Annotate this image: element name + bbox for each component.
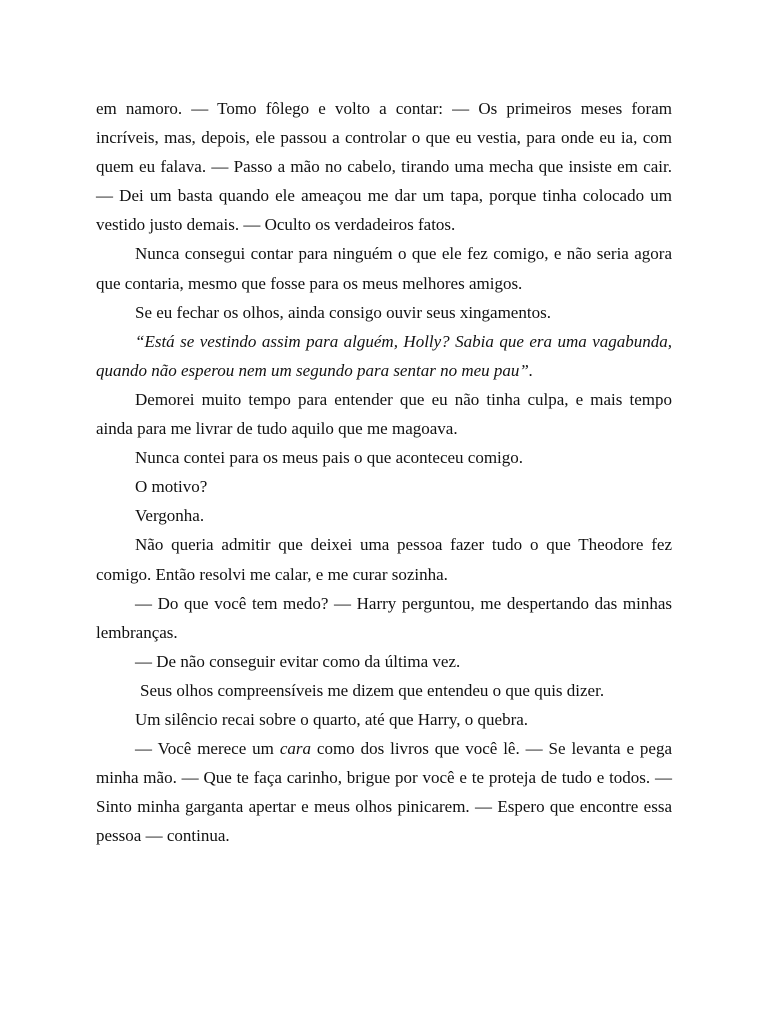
- paragraph-11: — De não conseguir evitar como da última vez.: [135, 651, 461, 671]
- paragraph-12: Seus olhos compreensíveis me dizem que entendeu o que quis dizer.: [140, 680, 605, 700]
- paragraph-13: Um silêncio recai sobre o quarto, até que Harry, o quebra.: [135, 709, 529, 729]
- paragraph-9: Não queria admitir que deixei uma pessoa fazer tudo o que Theodore fez comigo. Então resolvi me calar, e me curar sozinha.: [96, 535, 672, 584]
- paragraph-7: O motivo?: [135, 477, 208, 497]
- paragraph-14-italic-word: cara: [279, 739, 311, 759]
- paragraph-2: Nunca consegui contar para ninguém o que ele fez comigo, e não seria agora que contaria, mesmo que fosse para os meus melhores amigos.: [96, 244, 672, 293]
- paragraph-14: [96, 734, 672, 850]
- paragraph-6: Nunca contei para os meus pais o que aconteceu comigo.: [135, 448, 524, 468]
- paragraph-14-start: — Você merece um: [135, 739, 280, 759]
- paragraph-5: Demorei muito tempo para entender que eu não tinha culpa, e mais tempo ainda para me livrar de tudo aquilo que me magoava.: [96, 389, 672, 439]
- paragraph-14-end: como dos livros que você lê. — Se levanta e pega minha mão. — Que te faça carinho, brigue por você e te proteja de tudo e todos. — Sinto minha garganta apertar e meus olhos pinicarem. — Espero que encontre essa pessoa — continua.: [96, 739, 672, 846]
- paragraph-10: — Do que você tem medo? — Harry perguntou, me despertando das minhas lembranças.: [96, 593, 672, 642]
- paragraph-1: em namoro. — Tomo fôlego e volto a contar: — Os primeiros meses foram incríveis, mas, depois, ele passou a controlar o que eu vestia, para onde eu ia, com quem eu falava. — Passo a mão no cabelo, tirando uma mecha que insiste em cair. — Dei um basta quando ele ameaçou me dar um tapa, porque tinha colocado um vestido justo demais. — Oculto os verdadeiros fatos.: [96, 99, 672, 235]
- paragraph-8: Vergonha.: [135, 506, 205, 526]
- paragraph-4-italic-quote: “Está se vestindo assim para alguém, Holly? Sabia que era uma vagabunda, quando não esperou nem um segundo para sentar no meu pau”.: [96, 331, 672, 380]
- paragraph-3: Se eu fechar os olhos, ainda consigo ouvir seus xingamentos.: [135, 302, 551, 322]
